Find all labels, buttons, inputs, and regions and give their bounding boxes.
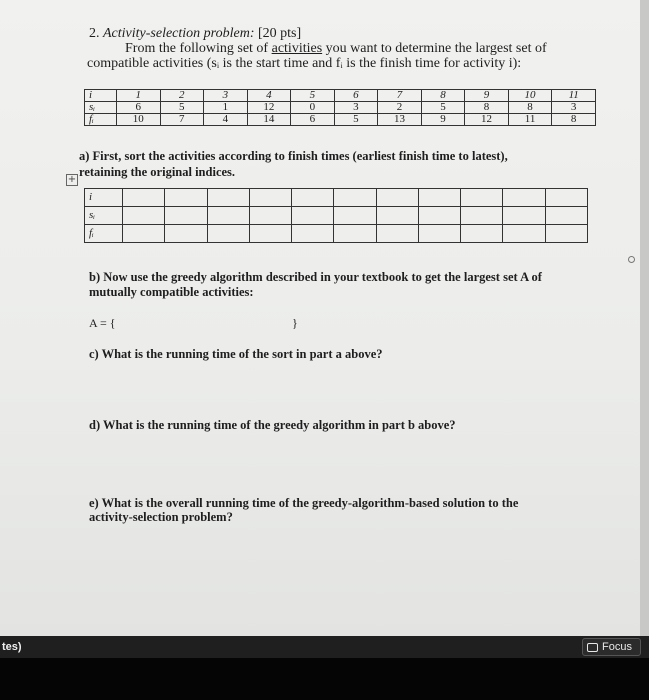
given-cell: 12 (465, 114, 509, 126)
sort-empty-cell[interactable] (418, 225, 460, 243)
bottom-taskbar (0, 636, 649, 658)
screen-bottom-band (0, 658, 649, 700)
page-edge (640, 0, 649, 636)
sort-empty-cell[interactable] (207, 207, 249, 225)
given-cell: 5 (160, 102, 204, 114)
given-cell: 11 (508, 114, 552, 126)
sort-row (85, 207, 588, 225)
part-b-question: b) Now use the greedy algorithm described in your textbook to get the largest set A of mutually compatible activities: (89, 270, 542, 299)
sorted-activities-table[interactable] (84, 188, 588, 243)
given-cell: 2 (160, 90, 204, 102)
given-cell: 9 (421, 114, 465, 126)
given-cell: 7 (378, 90, 422, 102)
sort-empty-cell[interactable] (292, 225, 334, 243)
given-cell: 14 (247, 114, 291, 126)
problem-intro-line2: compatible activities (sᵢ is the start time and fᵢ is the finish time for activity i): (87, 56, 522, 71)
given-cell: 3 (552, 102, 596, 114)
given-activities-table (84, 89, 596, 126)
given-cell: 8 (465, 102, 509, 114)
part-a-question: a) First, sort the activities according to finish times (earliest finish time to latest), retaining the original indices. (79, 149, 508, 179)
focus-icon (587, 643, 598, 652)
sort-empty-cell[interactable] (207, 225, 249, 243)
given-row-i (85, 90, 596, 102)
given-cell: 3 (334, 102, 378, 114)
sort-empty-cell[interactable] (123, 225, 165, 243)
sort-empty-cell[interactable] (545, 189, 587, 207)
given-row-s (85, 102, 596, 114)
focus-button[interactable] (582, 638, 641, 656)
part-e-question: e) What is the overall running time of the greedy-algorithm-based solution to the activity-selection problem? (89, 496, 519, 524)
given-cell: 9 (465, 90, 509, 102)
given-cell: 6 (291, 114, 335, 126)
sort-empty-cell[interactable] (503, 225, 545, 243)
sort-row (85, 225, 588, 243)
given-cell: 0 (291, 102, 335, 114)
given-cell: 6 (117, 102, 161, 114)
given-cell: 5 (291, 90, 335, 102)
sort-empty-cell[interactable] (418, 189, 460, 207)
focus-label: Focus (602, 641, 632, 653)
sort-empty-cell[interactable] (376, 225, 418, 243)
sort-empty-cell[interactable] (418, 207, 460, 225)
sort-empty-cell[interactable] (461, 189, 503, 207)
sort-row-label: i (85, 189, 123, 207)
sort-empty-cell[interactable] (545, 207, 587, 225)
sort-empty-cell[interactable] (165, 225, 207, 243)
sort-empty-cell[interactable] (461, 207, 503, 225)
sort-empty-cell[interactable] (292, 189, 334, 207)
sort-empty-cell[interactable] (123, 207, 165, 225)
given-cell: 5 (421, 102, 465, 114)
given-cell: 1 (117, 90, 161, 102)
sort-empty-cell[interactable] (461, 225, 503, 243)
table-resize-handle-icon[interactable] (628, 256, 635, 263)
sort-empty-cell[interactable] (249, 207, 291, 225)
given-cell: 10 (508, 90, 552, 102)
answer-set-open: A = { (89, 316, 116, 330)
taskbar-label: tes) (2, 641, 22, 653)
sort-empty-cell[interactable] (334, 189, 376, 207)
sort-empty-cell[interactable] (376, 189, 418, 207)
given-cell: 4 (204, 114, 248, 126)
given-row-label: fᵢ (85, 114, 117, 126)
sort-empty-cell[interactable] (376, 207, 418, 225)
given-row-label: i (85, 90, 117, 102)
sort-empty-cell[interactable] (545, 225, 587, 243)
sort-row-label: sᵢ (85, 207, 123, 225)
sort-empty-cell[interactable] (123, 189, 165, 207)
given-cell: 7 (160, 114, 204, 126)
given-cell: 4 (247, 90, 291, 102)
part-c-question: c) What is the running time of the sort in part a above? (89, 347, 383, 361)
answer-set-close: } (292, 316, 298, 330)
sort-empty-cell[interactable] (207, 189, 249, 207)
given-cell: 1 (204, 102, 248, 114)
table-move-handle-icon[interactable]: + (67, 174, 77, 185)
sort-empty-cell[interactable] (503, 189, 545, 207)
given-cell: 13 (378, 114, 422, 126)
problem-intro-line1: From the following set of activities you want to determine the largest set of (125, 41, 547, 56)
sort-empty-cell[interactable] (165, 207, 207, 225)
given-row-label: sᵢ (85, 102, 117, 114)
activities-link: activities (271, 41, 323, 56)
problem-title: 2. Activity-selection problem: [20 pts] (89, 26, 302, 41)
sort-row-label: fᵢ (85, 225, 123, 243)
sort-empty-cell[interactable] (292, 207, 334, 225)
sort-empty-cell[interactable] (165, 189, 207, 207)
given-cell: 11 (552, 90, 596, 102)
given-cell: 2 (378, 102, 422, 114)
sort-empty-cell[interactable] (249, 189, 291, 207)
sort-empty-cell[interactable] (334, 225, 376, 243)
given-cell: 3 (204, 90, 248, 102)
given-row-f (85, 114, 596, 126)
sort-empty-cell[interactable] (334, 207, 376, 225)
sort-empty-cell[interactable] (249, 225, 291, 243)
sort-empty-cell[interactable] (503, 207, 545, 225)
given-cell: 8 (552, 114, 596, 126)
given-cell: 12 (247, 102, 291, 114)
given-cell: 5 (334, 114, 378, 126)
given-cell: 8 (421, 90, 465, 102)
part-d-question: d) What is the running time of the greedy algorithm in part b above? (89, 418, 456, 432)
given-cell: 6 (334, 90, 378, 102)
given-cell: 10 (117, 114, 161, 126)
sort-row (85, 189, 588, 207)
given-cell: 8 (508, 102, 552, 114)
